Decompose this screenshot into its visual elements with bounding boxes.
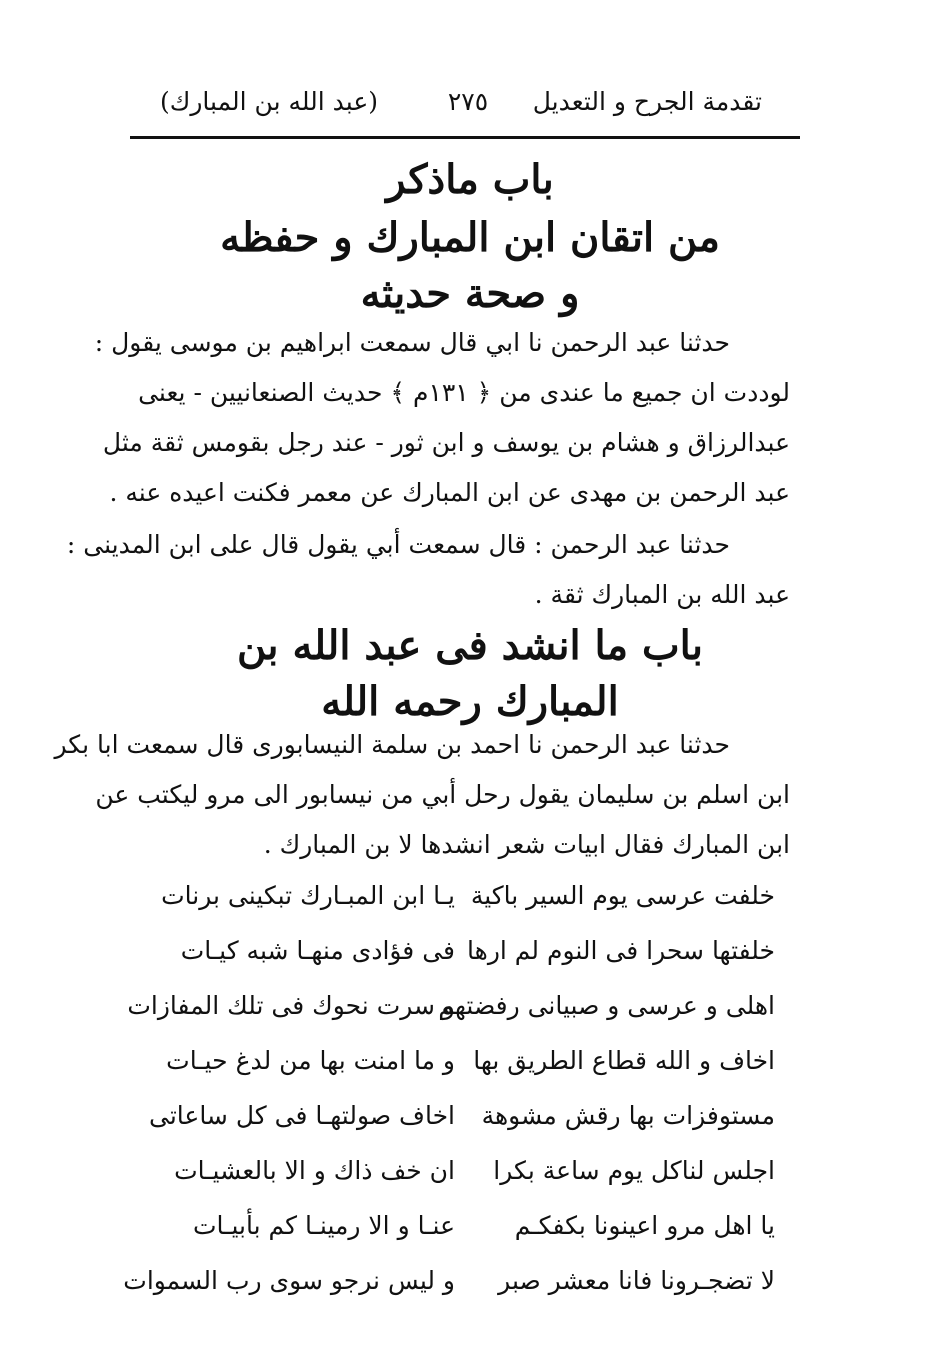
verse-first-hemistich: اخاف و الله قطاع الطريق بها (473, 1046, 775, 1075)
verse-first-hemistich: يا اهل مرو اعينونا بكفكـم (514, 1211, 775, 1240)
poem (123, 868, 800, 1308)
paragraph-line: حدثنا عبد الرحمن نا ابي قال سمعت ابراهيم بن موسى يقول : (94, 328, 730, 357)
page-header (130, 78, 800, 126)
paragraph-line: لوددت ان جميع ما عندى من ﴿ ١٣١م ﴾ حديث الصنعانيين - يعنى (138, 378, 790, 407)
verse-first-hemistich: مستوفزات بها رقش مشوهة (481, 1101, 775, 1130)
page-number: ٢٧٥ (447, 87, 489, 116)
poem-verse (150, 1033, 800, 1088)
verse-second-hemistich: و ليس نرجو سوى رب السموات (123, 1266, 455, 1295)
verse-second-hemistich: يـا ابن المبـارك تبكينى برنات (161, 881, 455, 910)
book-title: تقدمة الجرح و التعديل (532, 87, 762, 116)
verse-second-hemistich: و سرت نحوك فى تلك المفازات (127, 991, 455, 1020)
verse-second-hemistich: و ما امنت بها من لدغ حيـات (166, 1046, 455, 1075)
paragraph-line: ابن اسلم بن سليمان يقول رحل أبي من نيسابور الى مرو ليكتب عن (95, 780, 790, 809)
verse-first-hemistich: اهلى و عرسى و صبيانى رفضتهم (438, 991, 775, 1020)
paragraph-line: عبد الله بن المبارك ثقة . (534, 580, 790, 609)
poem-verse (127, 978, 800, 1033)
verse-first-hemistich: خلفت عرسى يوم السير باكية (470, 881, 775, 910)
verse-first-hemistich: لا تضجـرونا فانا معشر صبر (498, 1266, 775, 1295)
verse-second-hemistich: ان خف ذاك و الا بالعشيـات (174, 1156, 455, 1185)
paragraph-line: حدثنا عبد الرحمن نا احمد بن سلمة النيسابورى قال سمعت ابا بكر (54, 730, 730, 759)
paragraph-3 (54, 720, 790, 870)
paragraph-2 (66, 520, 790, 620)
poem-verse (150, 1198, 800, 1253)
chapter-heading-2-line-2: المبارك رحمه الله (321, 678, 619, 725)
poem-verse (123, 1253, 800, 1308)
verse-second-hemistich: فى فؤادى منهـا شبه كيـات (180, 936, 455, 965)
verse-second-hemistich: اخاف صولتهـا فى كل ساعاتى (148, 1101, 455, 1130)
paragraph-line: ابن المبارك فقال ابيات شعر انشدها لا بن المبارك . (263, 830, 790, 859)
paragraph-line: عبدالرزاق و هشام بن يوسف و ابن ثور - عند رجل بقومس ثقة مثل (102, 428, 790, 457)
header-rule (130, 136, 800, 139)
verse-first-hemistich: خلفتها سحرا فى النوم لم ارها (467, 936, 775, 965)
verse-second-hemistich: عنـا و الا رمينـا كم بأبيـات (193, 1211, 455, 1240)
chapter-heading-2-line-1: باب ما انشد فى عبد الله بن (236, 622, 704, 669)
section-title: (عبد الله بن المبارك) (160, 87, 379, 116)
chapter-heading-1-line-1: باب ماذكر (386, 156, 554, 203)
paragraph-1 (94, 318, 790, 518)
paragraph-line: عبد الرحمن بن مهدى عن ابن المبارك عن معمر فكنت اعيده عنه . (109, 478, 790, 507)
poem-verse (150, 1143, 800, 1198)
verse-first-hemistich: اجلس لناكل يوم ساعة بكرا (493, 1156, 775, 1185)
chapter-heading-1-line-2: من اتقان ابن المبارك و حفظه (220, 214, 720, 261)
poem-verse (150, 868, 800, 923)
poem-verse (150, 923, 800, 978)
chapter-heading-1-line-3: و صحة حديثه (360, 270, 580, 317)
paragraph-line: حدثنا عبد الرحمن : قال سمعت أبي يقول قال على ابن المدينى : (66, 530, 730, 559)
poem-verse (150, 1088, 800, 1143)
